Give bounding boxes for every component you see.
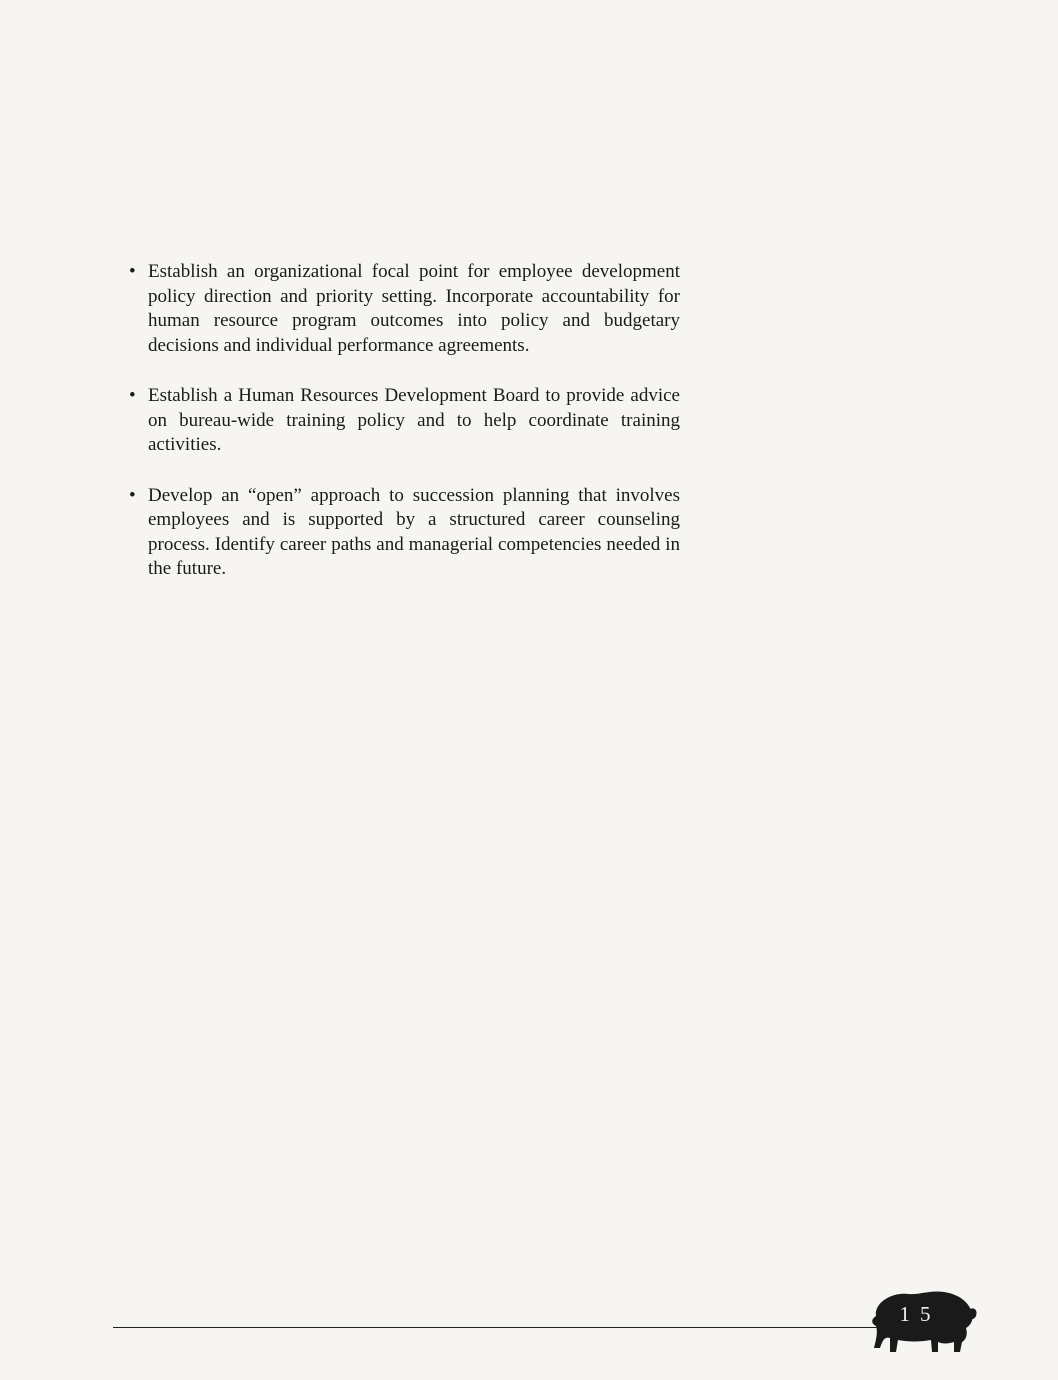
bullet-marker: • bbox=[129, 261, 136, 282]
recommendation-list bbox=[128, 260, 680, 608]
recommendation-text: Establish an organizational focal point for employee development policy direction and priority setting. Incorporate accountability for human resource program outcomes into policy and budgetary decisions and individual performance agreements. bbox=[148, 261, 680, 356]
recommendation-text: Develop an “open” approach to succession planning that involves employees and is supported by a structured career counseling process. Identify career paths and managerial competencies needed in the future. bbox=[148, 484, 680, 579]
recommendation-item bbox=[128, 384, 680, 458]
recommendation-item bbox=[128, 484, 680, 582]
bullet-marker: • bbox=[129, 484, 136, 506]
recommendation-item bbox=[128, 260, 680, 358]
bullet-marker: • bbox=[129, 385, 136, 406]
page-number: 15 bbox=[899, 1302, 941, 1326]
footer-rule bbox=[113, 1327, 885, 1328]
recommendation-text: Establish a Human Resources Development Board to provide advice on bureau-wide training policy and to help coordinate training activities. bbox=[148, 385, 680, 455]
